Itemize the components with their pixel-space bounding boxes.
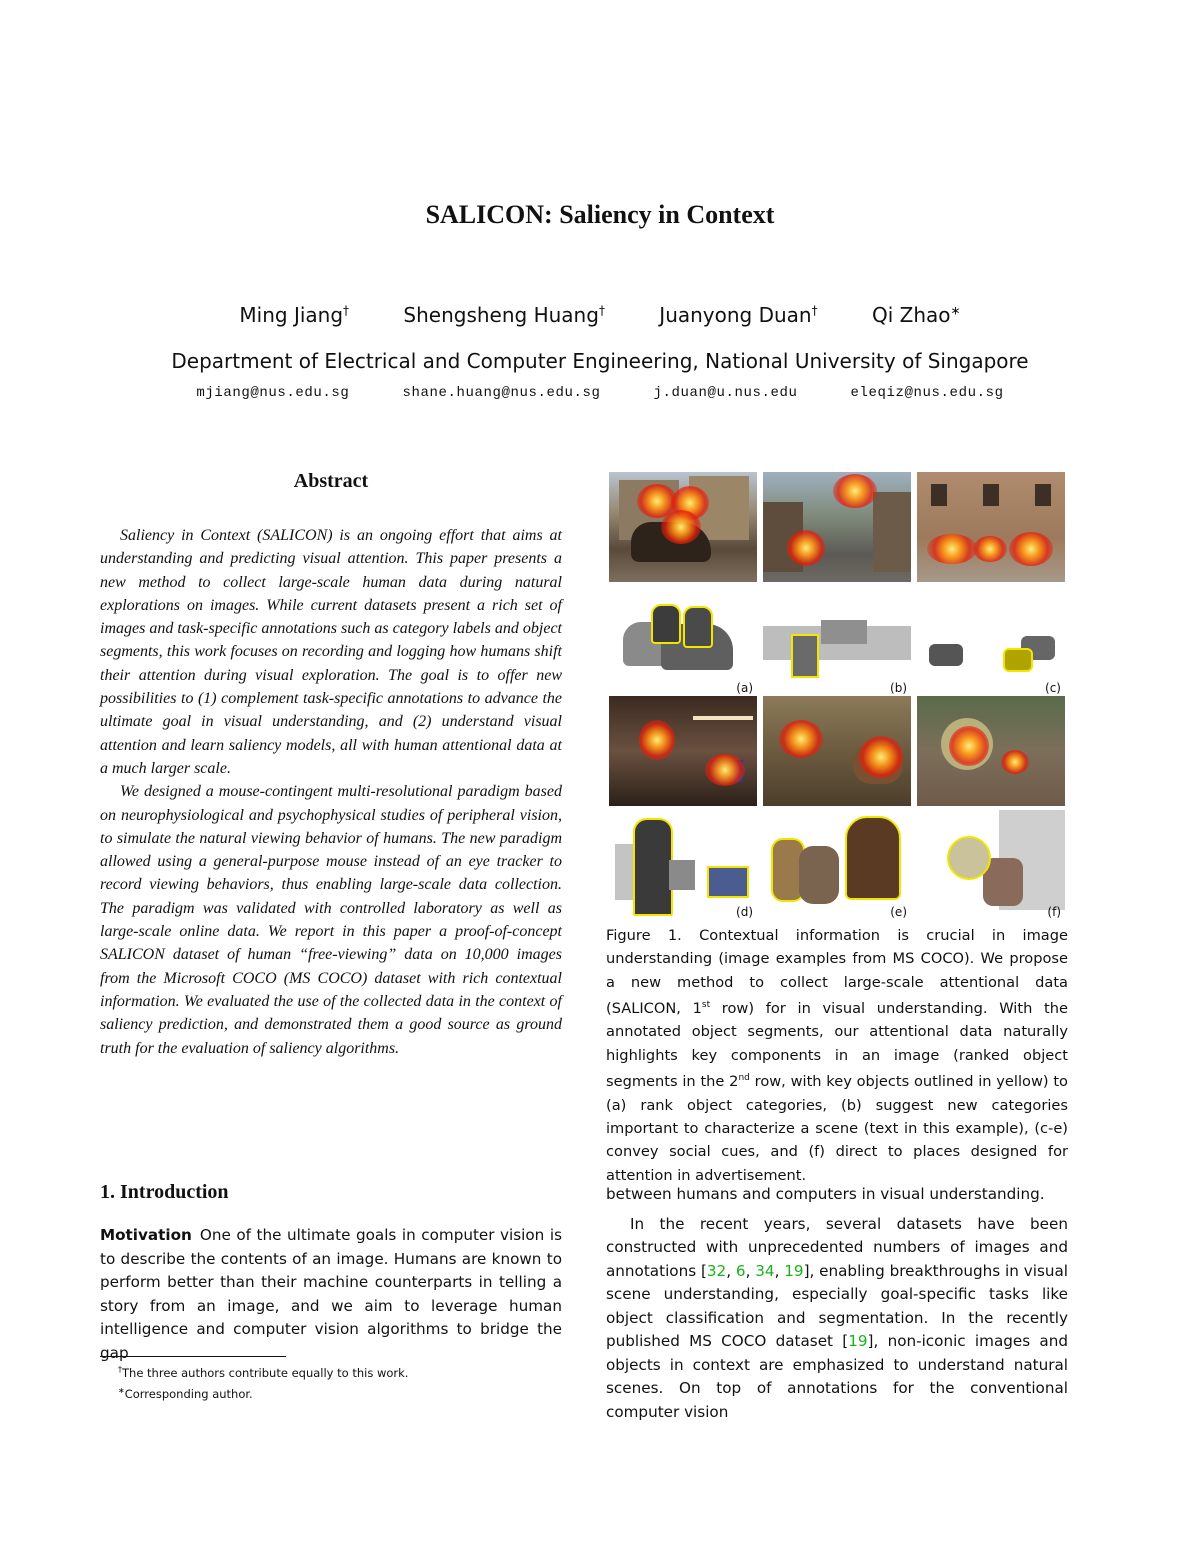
- abstract-heading: Abstract: [293, 470, 369, 492]
- figure-label-b: (b): [890, 681, 907, 695]
- author-1: Ming Jiang†: [239, 303, 350, 327]
- affiliation: Department of Electrical and Computer Engineering, National University of Singapore: [171, 349, 1029, 373]
- figure-1: [609, 472, 1065, 922]
- saliency-image-d: [609, 696, 757, 806]
- email-2: shane.huang@nus.edu.sg: [402, 385, 601, 401]
- abstract-paragraph-2: We designed a mouse-contingent multi-resolutional paradigm based on neurophysiological and psychophysical studies of peripheral vision, to simulate the natural viewing behavior of humans. The new paradigm allowed using a general-purpose mouse instead of an eye tracker to record viewing behaviors, thus enabling large-scale data collection. The paradigm was validated with controlled laboratory as well as large-scale online data. We report in this paper a proof-of-concept SALICON dataset of human “free-viewing” data on 10,000 images from the Microsoft COCO (MS COCO) dataset with rich contextual information. We evaluated the use of the collected data in the context of saliency prediction, and demonstrated them a good source as ground truth for the evaluation of saliency algorithms.: [100, 783, 562, 1057]
- email-list: [0, 385, 1200, 401]
- figure-label-d: (d): [736, 905, 753, 919]
- segment-image-e: [763, 810, 911, 920]
- segment-image-c: [917, 586, 1065, 696]
- saliency-image-e: [763, 696, 911, 806]
- citation-link[interactable]: 32: [706, 1261, 727, 1280]
- abstract-paragraph-1: Saliency in Context (SALICON) is an ongoing effort that aims at understanding and predicting visual attention. This paper presents a new method to collect large-scale human data during natural explorations on images. While current datasets present a rich set of images and task-specific annotations such as category labels and object segments, this work focuses on recording and logging how humans shift their attention during visual exploration. The goal is to offer new possibilities to (1) complement task-specific annotations to advance the ultimate goal in visual understanding, and (2) understand visual attention and learn saliency models, all with human attentional data at a much larger scale.: [100, 527, 562, 777]
- figure-label-a: (a): [736, 681, 753, 695]
- citation-link[interactable]: 34: [755, 1261, 775, 1280]
- segment-image-d: [609, 810, 757, 920]
- segment-image-a: [609, 586, 757, 696]
- saliency-image-b: [763, 472, 911, 582]
- citation-link[interactable]: 19: [848, 1332, 868, 1350]
- footnote-2: ∗Corresponding author.: [118, 1385, 253, 1401]
- abstract-body: [100, 524, 562, 1060]
- author-2: Shengsheng Huang†: [403, 303, 605, 327]
- introduction-body: [100, 1224, 562, 1365]
- figure-label-c: (c): [1045, 681, 1061, 695]
- footnote-rule: [100, 1356, 286, 1357]
- right-column-paragraph-2: In the recent years, several datasets have been constructed with unprecedented numbers of images and annotations [32, 6, 34, 19], enabling breakthroughs in visual scene understanding, especially goal-specific tasks like object classification and segmentation. In the recently published MS COCO dataset [19], non-iconic images and objects in context are emphasized to understand natural scenes. On top of annotations for the conventional computer vision: [606, 1214, 1069, 1421]
- citation-link[interactable]: 6: [735, 1261, 746, 1280]
- footnote-1: †The three authors contribute equally to this work.: [118, 1365, 409, 1380]
- email-3: j.duan@u.nus.edu: [653, 385, 798, 401]
- right-column-body: [606, 1183, 1068, 1424]
- segment-image-f: [917, 810, 1065, 920]
- right-column-paragraph-1: between humans and computers in visual understanding.: [606, 1185, 1045, 1203]
- paragraph-run-in: Motivation: [100, 1226, 192, 1244]
- citation-link[interactable]: 19: [784, 1261, 804, 1280]
- author-4: Qi Zhao∗: [871, 303, 961, 327]
- figure-caption: Figure 1. Contextual information is crucial in image understanding (image examples from MS COCO). We propose a new method to collect large-scale attentional data (SALICON, 1st row) for in visual understanding. With the annotated object segments, our attentional data naturally highlights key components in an image (ranked object segments in the 2nd row, with key objects outlined in yellow) to (a) rank object categories, (b) suggest new categories important to characterize a scene (text in this example), (c-e) convey social cues, and (f) direct to places designed for attention in advertisement.: [606, 927, 1068, 1184]
- section-heading-introduction: 1. Introduction: [100, 1181, 229, 1203]
- email-4: eleqiz@nus.edu.sg: [850, 385, 1004, 401]
- segment-image-b: [763, 586, 911, 696]
- saliency-image-a: [609, 472, 757, 582]
- saliency-image-c: [917, 472, 1065, 582]
- email-1: mjiang@nus.edu.sg: [196, 385, 350, 401]
- author-list: [0, 303, 1200, 327]
- figure-label-f: (f): [1047, 905, 1061, 919]
- paper-title: SALICON: Saliency in Context: [425, 200, 775, 229]
- saliency-image-f: [917, 696, 1065, 806]
- introduction-text: One of the ultimate goals in computer vision is to describe the contents of an image. Humans are known to perform better than their machine counterparts in telling a story from an image, and we aim to leverage human intelligence and computer vision algorithms to bridge the gap: [100, 1226, 562, 1362]
- author-3: Juanyong Duan†: [659, 303, 818, 327]
- figure-label-e: (e): [890, 905, 907, 919]
- footnotes: [118, 1361, 558, 1403]
